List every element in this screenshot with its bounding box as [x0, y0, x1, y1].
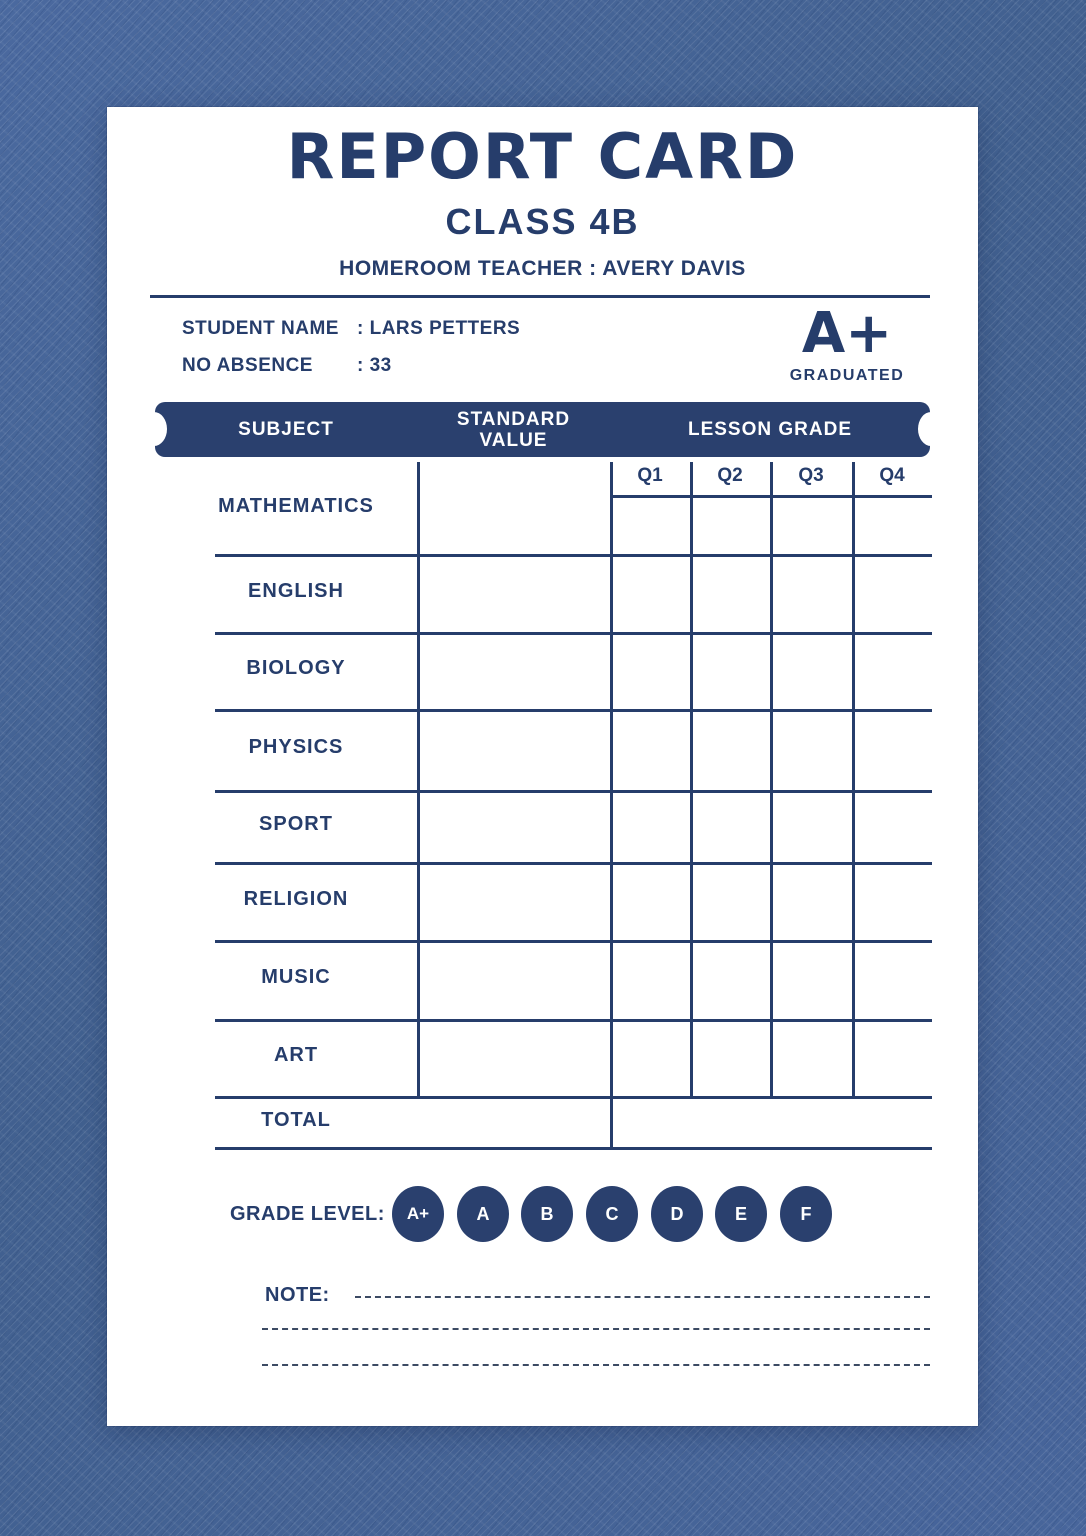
grid-row-line-3 — [215, 709, 932, 712]
note-line-2 — [262, 1328, 930, 1330]
page-title: REPORT CARD — [286, 120, 799, 193]
subject-physics: PHYSICS — [248, 736, 344, 758]
homeroom-teacher: HOMEROOM TEACHER : AVERY DAVIS — [339, 257, 746, 280]
grid-vline-q3q4 — [852, 462, 855, 1096]
note-label: NOTE: — [265, 1284, 330, 1306]
grid-row-line-7 — [215, 1019, 932, 1022]
header-divider — [150, 295, 930, 298]
subject-english: ENGLISH — [248, 580, 344, 602]
subject-mathematics: MATHEMATICS — [218, 495, 374, 517]
total-row-label: TOTAL — [261, 1109, 331, 1131]
note-line-1 — [355, 1296, 930, 1298]
column-header-subject: SUBJECT — [238, 419, 334, 440]
subject-music: MUSIC — [261, 966, 331, 988]
quarter-header-q3: Q3 — [798, 465, 824, 486]
subject-religion: RELIGION — [243, 888, 349, 910]
graduated-status: GRADUATED — [789, 367, 905, 384]
student-name-value: : LARS PETTERS — [357, 318, 521, 339]
table-header-ribbon — [155, 402, 930, 457]
class-label: CLASS 4B — [445, 201, 640, 242]
subject-art: ART — [273, 1044, 319, 1066]
column-header-lesson-grade: LESSON GRADE — [687, 419, 853, 440]
overall-grade: A+ — [801, 301, 893, 366]
quarter-header-q4: Q4 — [879, 465, 905, 486]
grade-badge-f: F — [780, 1186, 832, 1242]
grid-row-line-6 — [215, 940, 932, 943]
report-card-sheet — [107, 107, 978, 1426]
student-name-label: STUDENT NAME — [182, 318, 339, 339]
quarter-header-q1: Q1 — [637, 465, 663, 486]
grid-row-line-2 — [215, 632, 932, 635]
grade-level-label: GRADE LEVEL: — [230, 1203, 385, 1225]
quarter-header-q2: Q2 — [717, 465, 743, 486]
grid-vline-subject — [417, 462, 420, 1096]
absence-value: : 33 — [357, 355, 392, 376]
grid-row-line-9 — [215, 1147, 932, 1150]
grade-badge-a-plus: A+ — [392, 1186, 444, 1242]
subject-sport: SPORT — [259, 813, 333, 835]
grid-vline-q2q3 — [770, 462, 773, 1096]
column-header-standard-value: STANDARD VALUE — [456, 408, 571, 451]
grade-badge-a: A — [457, 1186, 509, 1242]
grade-badge-b: B — [521, 1186, 573, 1242]
grade-badge-e: E — [715, 1186, 767, 1242]
grid-vline-standard — [610, 462, 613, 1147]
grade-badge-d: D — [651, 1186, 703, 1242]
grid-row-line-5 — [215, 862, 932, 865]
grade-badge-c: C — [586, 1186, 638, 1242]
grid-row-line-1 — [215, 554, 932, 557]
note-line-3 — [262, 1364, 930, 1366]
grid-vline-q1q2 — [690, 462, 693, 1096]
absence-label: NO ABSENCE — [182, 355, 313, 376]
grid-row-line-4 — [215, 790, 932, 793]
grid-row-line-8 — [215, 1096, 932, 1099]
subject-biology: BIOLOGY — [246, 657, 346, 679]
